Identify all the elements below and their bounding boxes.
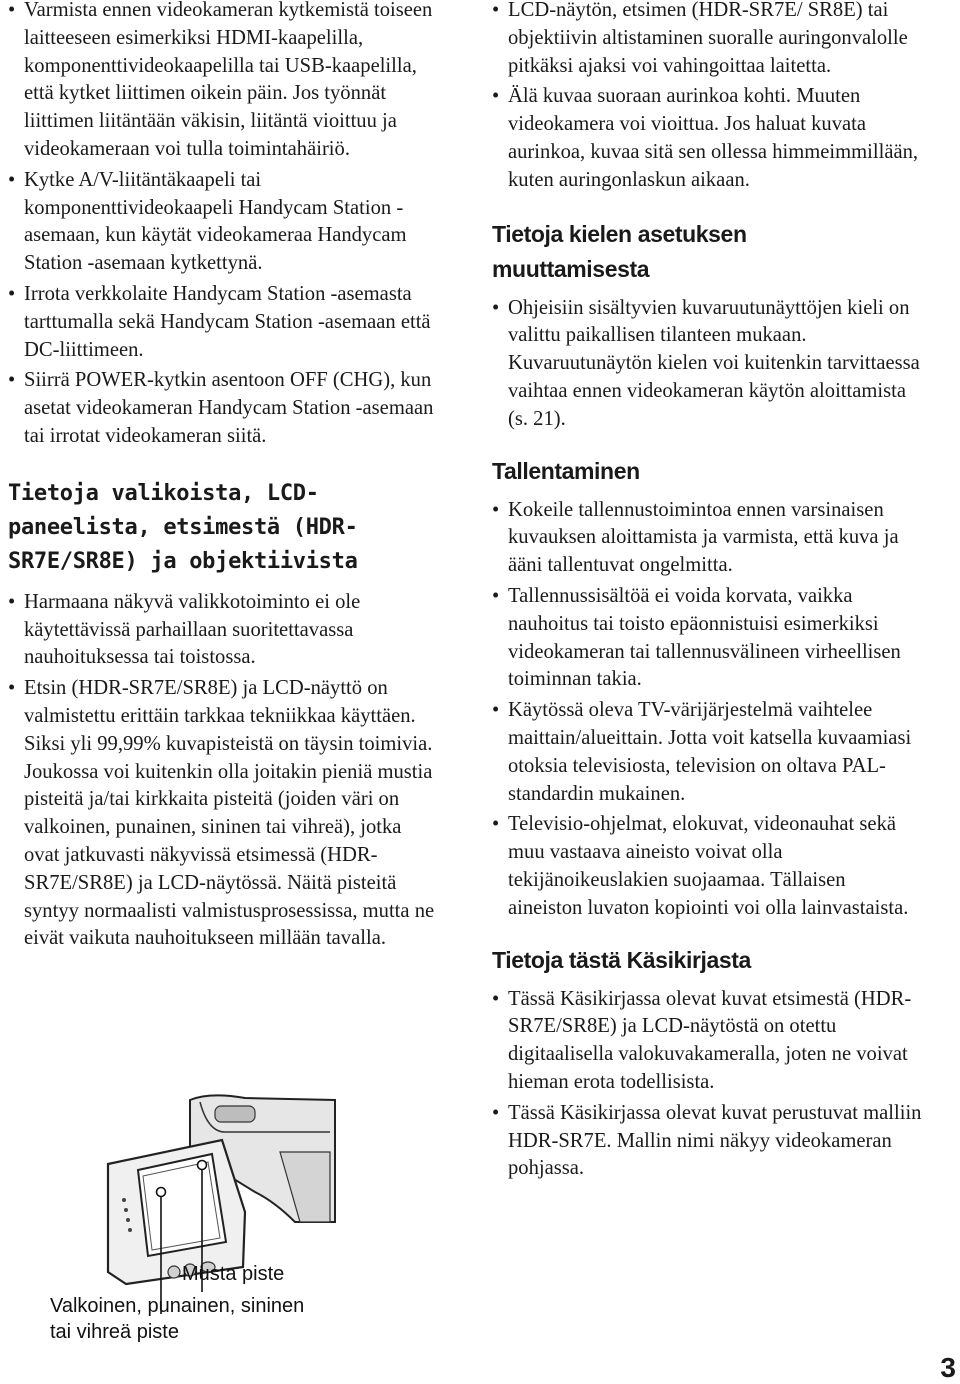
black-dot-marker: [198, 1161, 207, 1170]
list-item: • Kytke A/V-liitäntäkaapeli tai komponenttivideokaapeli Handycam Station -asemaan, kun käytät videokameraa Handycam Station -asemaan kytkettynä.: [8, 167, 438, 278]
section-title-kasikirja: Tietoja tästä Käsikirjasta: [492, 946, 751, 973]
list-item: • Ohjeisiin sisältyvien kuvaruutunäyttöjen kieli on valittu paikallisen tilanteen mukaan. Kuvaruutunäytön kielen voi kuitenkin tarvittaessa vaihtaa ennen videokameran käytön aloittamista (s. 21).: [492, 295, 922, 434]
section-list-valikot: [8, 589, 438, 953]
section-list-tallentaminen: [492, 497, 922, 923]
figure-label-colored-dot-line1: Valkoinen, punainen, sininen: [50, 1295, 305, 1317]
list-item: • Tässä Käsikirjassa olevat kuvat etsimestä (HDR-SR7E/SR8E) ja LCD-näytöstä on otettu digitaalisella valokuvakameralla, joten ne voivat hieman erota todellisista.: [492, 986, 922, 1097]
list-item: • Tässä Käsikirjassa olevat kuvat perustuvat malliin HDR-SR7E. Mallin nimi näkyy videokameran pohjassa.: [492, 1100, 922, 1183]
intro-list-right: [492, 0, 922, 195]
colored-dot-marker: [157, 1188, 166, 1197]
list-item: • Televisio-ohjelmat, elokuvat, videonauhat sekä muu vastaava aineisto voivat olla tekijänoikeuslakien suojaamaa. Tällaisen aineiston luvaton kopiointi voi olla lainvastaista.: [492, 811, 922, 922]
section-title-kieli: Tietoja kielen asetuksen muuttamisesta: [492, 220, 747, 282]
left-column: [8, 0, 438, 956]
list-item: • Irrota verkkolaite Handycam Station -asemasta tarttumalla sekä Handycam Station -asemaan että DC-liittimeen.: [8, 281, 438, 364]
lcd-dots-figure: [40, 1092, 360, 1352]
list-item: • Etsin (HDR-SR7E/SR8E) ja LCD-näyttö on valmistettu erittäin tarkkaa tekniikkaa käyttäen. Siksi yli 99,99% kuvapisteistä on täysin toimivia. Joukossa voi kuitenkin olla joitakin pieniä mustia pisteitä ja/tai kirkkaita pisteitä (joiden väri on valkoinen, punainen, sininen tai vihreä), jotka ovat jatkuvasti näkyvissä etsimessä (HDR-SR7E/SR8E) ja LCD-näytössä. Näitä pisteitä syntyy normaalisti valmistusprosessissa, mutta ne eivät vaikuta nauhoitukseen millään tavalla.: [8, 675, 438, 953]
list-item: • Käytössä oleva TV-värijärjestelmä vaihtelee maittain/alueittain. Jotta voit katsella kuvaamiasi otoksia televisiosta, television on oltava PAL-standardin mukainen.: [492, 697, 922, 808]
right-column: [492, 0, 922, 1186]
page-number: 3: [940, 1352, 956, 1383]
intro-list-left: [8, 0, 438, 451]
list-item: • Siirrä POWER-kytkin asentoon OFF (CHG), kun asetat videokameran Handycam Station -asemaan tai irrotat videokameran siitä.: [8, 367, 438, 450]
section-list-kasikirja: [492, 986, 922, 1184]
section-title-valikot: Tietoja valikoista, LCD-paneelista, etsimestä (HDR-SR7E/SR8E) ja objektiivista: [8, 480, 358, 574]
section-title-tallentaminen: Tallentaminen: [492, 457, 640, 484]
list-item: • LCD-näytön, etsimen (HDR-SR7E/ SR8E) tai objektiivin altistaminen suoralle auringonvalolle pitkäksi ajaksi voi vahingoittaa laitetta.: [492, 0, 922, 80]
list-item: • Harmaana näkyvä valikkotoiminto ei ole käytettävissä parhaillaan suoritettavassa nauhoituksessa tai toistossa.: [8, 589, 438, 672]
list-item: • Varmista ennen videokameran kytkemistä toiseen laitteeseen esimerkiksi HDMI-kaapelilla, komponenttivideokaapelilla tai USB-kaapelilla, että kytket liittimen oikein päin. Jos työnnät liittimen liitäntään väkisin, liitäntä vioittuu ja videokameraan voi tulla toimintahäiriö.: [8, 0, 438, 164]
section-list-kieli: [492, 295, 922, 434]
figure-label-colored-dot-line2: tai vihreä piste: [50, 1321, 179, 1343]
list-item: • Älä kuvaa suoraan aurinkoa kohti. Muuten videokamera voi vioittua. Jos haluat kuvata aurinkoa, kuvaa sitä sen ollessa himmeimmillään, kuten auringonlaskun aikaan.: [492, 83, 922, 194]
list-item: • Kokeile tallennustoimintoa ennen varsinaisen kuvauksen aloittamista ja varmista, että kuva ja ääni tallentuvat ongelmitta.: [492, 497, 922, 580]
figure-label-black-dot: Musta piste: [182, 1263, 285, 1285]
list-item: • Tallennussisältöä ei voida korvata, vaikka nauhoitus tai toisto epäonnistuisi esimerkiksi videokameran tai tallennusvälineen virheellisen toiminnan takia.: [492, 583, 922, 694]
